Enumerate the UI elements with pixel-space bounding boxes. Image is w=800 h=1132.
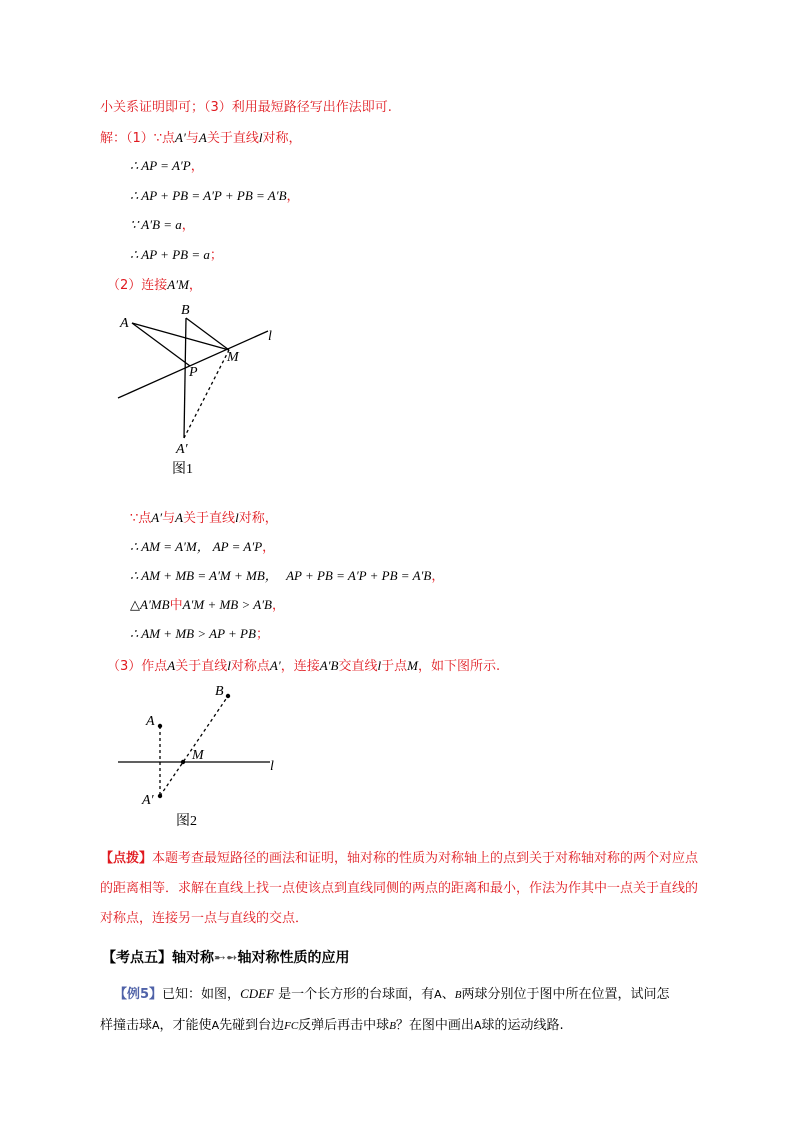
segment-B-A2 xyxy=(184,318,186,438)
intro-text: 小关系证明即可；（3）利用最短路径写出作法即可. xyxy=(100,100,392,115)
tip-paragraph: 【点拨】本题考查最短路径的画法和证明，轴对称的性质为对称轴上的点到关于对称轴对称的两个对应点的距离相等．求解在直线上找一点使该点到直线同侧的两点的距离和最小，作法为作其中一点关于直线的对称点，连接另一点与直线的交点． xyxy=(100,851,699,926)
point-B xyxy=(226,694,230,698)
segment-A-P xyxy=(132,323,190,366)
part2-header: （2）连接A′M， xyxy=(107,277,202,293)
figure-2-caption: 图2 xyxy=(176,814,197,829)
figure-2 xyxy=(110,680,300,830)
label-P: P xyxy=(189,365,198,380)
proof-line-3: ∴ AM + MB = A′M + MB， AP + PB = A′P + PB = A′B， xyxy=(130,568,445,584)
label-A: A xyxy=(146,714,155,729)
proof-line-5: ∴ AM + MB > AP + PB； xyxy=(130,626,269,642)
solution-header: 解：（1）∵点A′与A关于直线l对称， xyxy=(100,130,302,146)
example-line-2: 样撞击球A，才能使A先碰到台边FC反弹后再击中球B？在图中画出A球的运动线路. xyxy=(100,1018,564,1033)
point-M xyxy=(181,760,185,764)
part3-text: （3）作点A关于直线l对称点A′，连接A′B交直线l于点M，如下图所示. xyxy=(107,658,501,674)
label-M: M xyxy=(227,350,239,365)
label-B: B xyxy=(181,303,190,318)
equation-3: ∵ A′B = a， xyxy=(130,217,195,233)
label-l: l xyxy=(268,329,272,344)
proof-line-1: ∵点A′与A关于直线l对称， xyxy=(130,510,278,526)
segment-B-M xyxy=(186,318,229,350)
equation-4: ∴ AP + PB = a； xyxy=(130,247,223,263)
segment-A2-B-dashed xyxy=(160,696,228,796)
segment-A2-M-dashed xyxy=(184,350,229,438)
label-A-prime: A′ xyxy=(142,793,154,808)
equation-2: ∴ AP + PB = A′P + PB = A′B， xyxy=(130,188,300,204)
example-line-1: 【例5】已知：如图，CDEF 是一个长方形的台球面，有A、B两球分别位于图中所在位置，试问怎 xyxy=(114,986,670,1002)
point-A xyxy=(158,724,162,728)
segment-A-M xyxy=(132,323,229,350)
label-B: B xyxy=(215,684,224,699)
figure-1-caption: 图1 xyxy=(172,462,193,477)
equation-1: ∴ AP = A′P， xyxy=(130,158,204,174)
proof-line-4: △A′MB中A′M + MB > A′B， xyxy=(130,597,286,613)
label-A: A xyxy=(120,316,129,331)
label-l: l xyxy=(270,759,274,774)
figure-1 xyxy=(110,295,290,480)
point-A-prime xyxy=(158,794,162,798)
label-M: M xyxy=(192,748,204,763)
proof-line-2: ∴ AM = A′M， AP = A′P， xyxy=(130,539,276,555)
section-heading: 【考点五】轴对称➸➻轴对称性质的应用 xyxy=(102,950,350,966)
label-A-prime: A′ xyxy=(176,442,188,457)
